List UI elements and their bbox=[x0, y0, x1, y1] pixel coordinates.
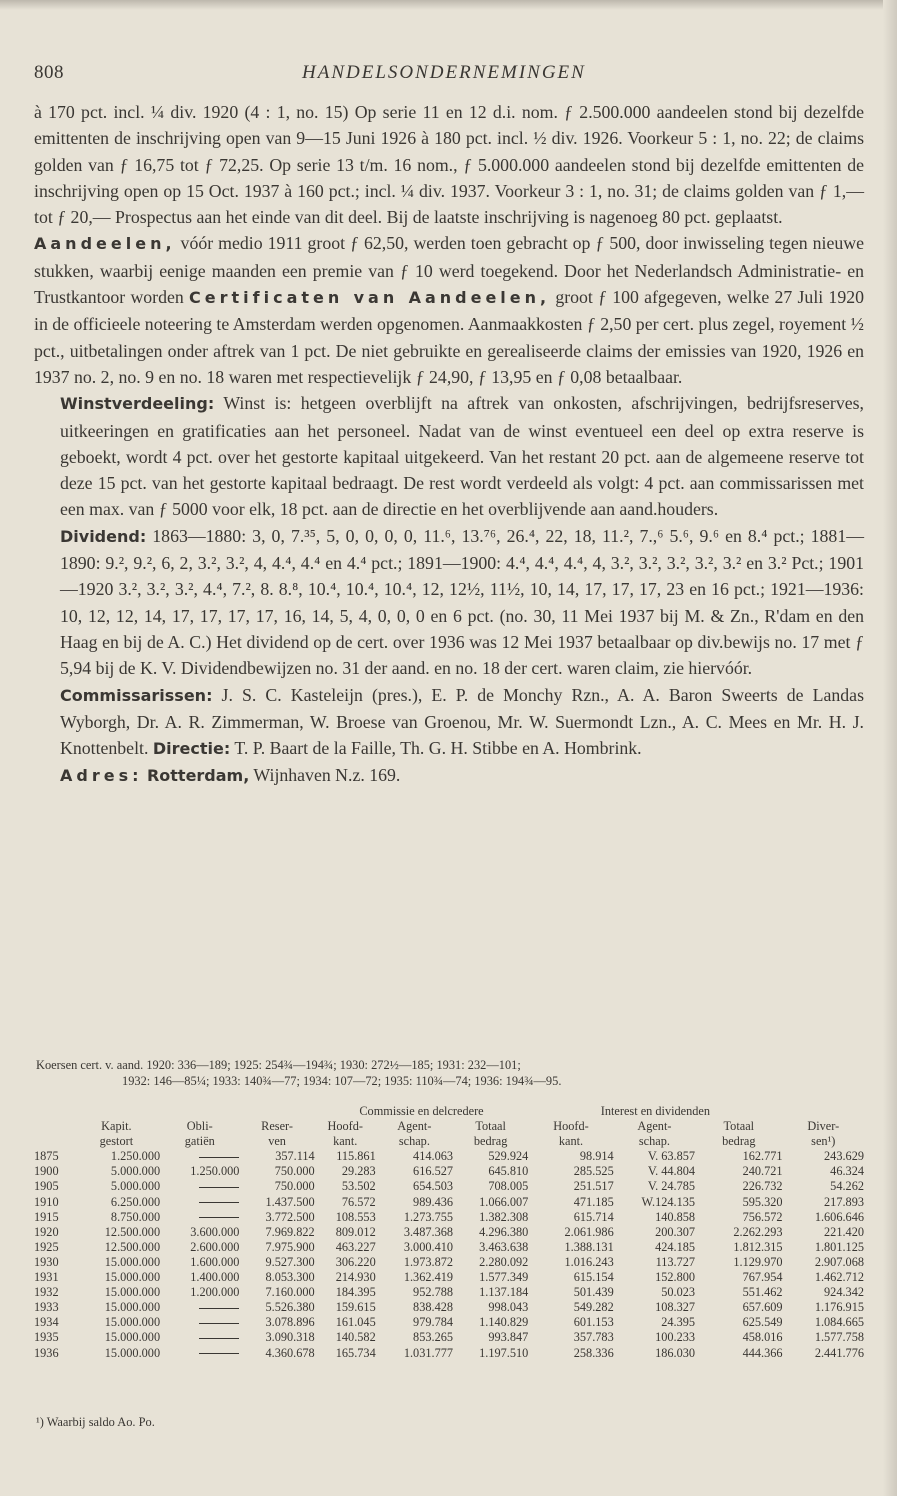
table-body bbox=[34, 1149, 864, 1360]
paragraph-emissions: à 170 pct. incl. ¼ div. 1920 (4 : 1, no. 15) Op serie 11 en 12 d.i. nom. ƒ 2.500.000 aandeelen stond bij dezelfde emittenten de inschrijving open van 9—15 Juni 1926 à 180 pct. incl. ½ div. 1926. Voorkeur 5 : 1, no. 22; de claims golden van ƒ 16,75 tot ƒ 72,25. Op serie 13 t/m. 16 nom., ƒ 5.000.000 aandeelen stond bij dezelfde emittenten de inschrijving open op 15 Oct. 1937 à 160 pct.; incl. ¼ div. 1937. Voorkeur 3 : 1, no. 31; de claims golden van ƒ 1,— tot ƒ 20,— Prospectus aan het einde van dit deel. Bij de laatste inschrijving is nagenoeg 80 pct. geplaatst. bbox=[34, 102, 864, 228]
table-cell: 654.503 bbox=[413, 1179, 454, 1194]
empty-dash bbox=[199, 1338, 239, 1339]
koersen-block bbox=[36, 1057, 856, 1089]
table-cell: 240.721 bbox=[742, 1164, 783, 1179]
group-commissie: Commissie en delcredere bbox=[359, 1104, 484, 1118]
table-cell: 1.016.243 bbox=[564, 1254, 614, 1269]
table-cell: 100.233 bbox=[655, 1330, 696, 1345]
table-cell: 979.784 bbox=[413, 1315, 454, 1330]
adres-label: Adres: bbox=[60, 766, 143, 786]
table-cell: 2.907.068 bbox=[814, 1254, 864, 1269]
table-cell: 357.783 bbox=[573, 1330, 614, 1345]
table-cell: 50.023 bbox=[661, 1285, 696, 1300]
paragraph-aandeelen bbox=[34, 230, 864, 390]
table-row bbox=[34, 1210, 864, 1225]
directie-text: T. P. Baart de la Faille, Th. G. H. Stibbe en A. Hombrink. bbox=[230, 738, 642, 759]
table-cell: 15.000.000 bbox=[104, 1315, 161, 1330]
year-cell: 1900 bbox=[34, 1164, 59, 1179]
table-cell: 595.320 bbox=[742, 1194, 783, 1209]
table-cell: V. 44.804 bbox=[647, 1164, 696, 1179]
table-row bbox=[34, 1255, 864, 1270]
certificaten-label: Certificaten van Aandeelen, bbox=[189, 288, 551, 308]
table-cell: 8.750.000 bbox=[110, 1209, 161, 1224]
table-cell: 98.914 bbox=[579, 1149, 614, 1164]
column-header: Reser- ven bbox=[261, 1119, 293, 1149]
column-header: Hoofd- kant. bbox=[553, 1119, 589, 1149]
table-cell: 708.005 bbox=[488, 1179, 529, 1194]
year-cell: 1933 bbox=[34, 1300, 59, 1315]
table-cell: 551.462 bbox=[742, 1285, 783, 1300]
paragraph-commissarissen bbox=[34, 682, 864, 763]
table-cell: 243.629 bbox=[824, 1149, 864, 1164]
table-cell: 1.388.131 bbox=[564, 1239, 614, 1254]
table-cell: 1.812.315 bbox=[733, 1239, 783, 1254]
table-cell: 217.893 bbox=[824, 1194, 864, 1209]
commissarissen-text: J. S. C. Kasteleijn (pres.), E. P. de Monchy Rzn., A. A. Baron Sweerts de Landas Wyborgh, Dr. A. R. Zimmerman, W. Broese van Groenou, Mr. W. Suermondt Lzn., A. C. Mees en Mr. H. J. Knottenbelt. bbox=[60, 684, 864, 759]
dividend-text: 1863—1880: 3, 0, 7.³⁵, 5, 0, 0, 0, 0, 11.⁶, 13.⁷⁶, 26.⁴, 22, 18, 11.², 7.,⁶ 5.⁶, 9.⁶ en 8.⁴ pct.; 1881—1890: 9.², 9.², 6, 2, 3.², 3.², 4, 4.⁴, 4.⁴ en 4.⁴ pct.; 1891—1900: 4.⁴, 4.⁴, 4.⁴, 4, 3.², 3.², 3.², 3.², 3.² en 3.² Pct.; 1901—1920 3.², 3.², 3.², 4.⁴, 7.², 8. 8.⁸, 10.⁴, 10.⁴, 10.⁴, 12, 12½, 11½, 10, 14, 17, 17, 17, 23 en 16 pct.; 1921—1936: 10, 12, 12, 14, 17, 17, 17, 17, 16, 14, 5, 4, 0, 0, 0 en 6 pct. (no. 30, 11 Mei 1937 bij M. & Zn., R'dam en den Haag en bij de A. C.) Het dividend op de cert. over 1936 was 12 Mei 1937 betaalbaar op div.bewijs no. 17 met ƒ 5,94 bij de K. V. Dividendbewijzen no. 31 der aand. en no. 18 der cert. waren claim, zie hiervóór. bbox=[60, 525, 864, 679]
table-row bbox=[34, 1195, 864, 1210]
table-cell: 1.129.970 bbox=[733, 1254, 783, 1269]
table-cell: 46.324 bbox=[830, 1164, 864, 1179]
table-cell: 184.395 bbox=[335, 1285, 376, 1300]
table-row bbox=[34, 1149, 864, 1164]
column-header: Totaal bedrag bbox=[722, 1119, 756, 1149]
table-cell: 3.463.638 bbox=[479, 1239, 529, 1254]
table-cell: 1.250.000 bbox=[110, 1149, 161, 1164]
year-cell: 1930 bbox=[34, 1254, 59, 1269]
empty-dash bbox=[199, 1217, 239, 1218]
empty-dash bbox=[199, 1308, 239, 1309]
table-cell: 756.572 bbox=[742, 1209, 783, 1224]
table-cell: 226.732 bbox=[742, 1179, 783, 1194]
table-cell: 463.227 bbox=[335, 1239, 376, 1254]
dividend-label: Dividend: bbox=[60, 526, 147, 546]
column-header: Agent- schap. bbox=[397, 1119, 432, 1149]
table-cell: 657.609 bbox=[742, 1300, 783, 1315]
table-cell: 4.296.380 bbox=[479, 1224, 529, 1239]
table-cell: 8.053.300 bbox=[265, 1270, 315, 1285]
table-cell: 616.527 bbox=[413, 1164, 454, 1179]
table-cell: V. 24.785 bbox=[647, 1179, 696, 1194]
table-cell: 221.420 bbox=[824, 1224, 864, 1239]
table-cell: 108.553 bbox=[335, 1209, 376, 1224]
table-cell: 1.577.758 bbox=[814, 1330, 864, 1345]
table-cell: 924.342 bbox=[824, 1285, 864, 1300]
table-cell: 458.016 bbox=[742, 1330, 783, 1345]
table-cell: 5.526.380 bbox=[265, 1300, 315, 1315]
table-cell: 357.114 bbox=[275, 1149, 315, 1164]
table-cell bbox=[160, 1149, 239, 1164]
commissarissen-label: Commissarissen: bbox=[60, 685, 213, 705]
table-cell: 152.800 bbox=[655, 1270, 696, 1285]
table-cell bbox=[160, 1179, 239, 1194]
table-cell: 1.176.915 bbox=[814, 1300, 864, 1315]
table-cell: 165.734 bbox=[335, 1345, 376, 1360]
table-cell: 251.517 bbox=[573, 1179, 614, 1194]
table-cell: 2.262.293 bbox=[733, 1224, 783, 1239]
table-head bbox=[34, 1104, 864, 1149]
table-cell: 159.615 bbox=[335, 1300, 376, 1315]
table-cell bbox=[160, 1346, 239, 1361]
table-cell: 3.487.368 bbox=[403, 1224, 454, 1239]
table-cell: 601.153 bbox=[573, 1315, 614, 1330]
table-cell: 258.336 bbox=[573, 1345, 614, 1360]
table-cell: 186.030 bbox=[655, 1345, 696, 1360]
year-cell: 1905 bbox=[34, 1179, 59, 1194]
adres-text: Wijnhaven N.z. 169. bbox=[249, 765, 401, 786]
table-cell: 3.000.410 bbox=[403, 1239, 454, 1254]
running-title: HANDELSONDERNEMINGEN bbox=[302, 62, 586, 83]
year-cell: 1931 bbox=[34, 1270, 59, 1285]
table-cell: 140.858 bbox=[655, 1209, 696, 1224]
table-cell: 1.031.777 bbox=[403, 1345, 454, 1360]
paragraph-winstverdeeling bbox=[34, 390, 864, 522]
financial-table bbox=[34, 1104, 864, 1361]
table-cell: 306.220 bbox=[335, 1254, 376, 1269]
scan-top-edge bbox=[0, 0, 897, 10]
table-cell: 444.366 bbox=[742, 1345, 783, 1360]
table-cell: 549.282 bbox=[573, 1300, 614, 1315]
table-row bbox=[34, 1164, 864, 1179]
table-cell bbox=[160, 1195, 239, 1210]
table-cell: 998.043 bbox=[488, 1300, 529, 1315]
year-cell: 1925 bbox=[34, 1239, 59, 1254]
year-cell: 1935 bbox=[34, 1330, 59, 1345]
table-cell: 1.084.665 bbox=[814, 1315, 864, 1330]
table-cell: V. 63.857 bbox=[647, 1149, 696, 1164]
table-cell: 108.327 bbox=[655, 1300, 696, 1315]
column-header: Diver- sen¹) bbox=[807, 1119, 840, 1149]
table-cell: 615.714 bbox=[573, 1209, 614, 1224]
table-cell: 1.200.000 bbox=[190, 1285, 240, 1300]
table-cell: 54.262 bbox=[830, 1179, 864, 1194]
table-cell: 7.160.000 bbox=[265, 1285, 315, 1300]
table-cell: 2.600.000 bbox=[190, 1239, 240, 1254]
table-cell: 1.600.000 bbox=[190, 1254, 240, 1269]
page-header bbox=[34, 62, 864, 88]
table-cell bbox=[160, 1210, 239, 1225]
table-cell: 1.801.125 bbox=[814, 1239, 864, 1254]
table-row bbox=[34, 1300, 864, 1315]
table-cell: 29.283 bbox=[341, 1164, 376, 1179]
winst-label: Winstverdeeling: bbox=[60, 394, 215, 414]
table-cell: 952.788 bbox=[413, 1285, 454, 1300]
empty-dash bbox=[199, 1353, 239, 1354]
year-cell: 1915 bbox=[34, 1209, 59, 1224]
table-cell: 285.525 bbox=[573, 1164, 614, 1179]
directie-label: Directie: bbox=[152, 739, 231, 759]
empty-dash bbox=[199, 1323, 239, 1324]
table-cell: 15.000.000 bbox=[104, 1345, 161, 1360]
table-cell: 989.436 bbox=[413, 1194, 454, 1209]
column-header: Hoofd- kant. bbox=[327, 1119, 363, 1149]
table-cell bbox=[160, 1300, 239, 1315]
table-cell: 1.273.755 bbox=[403, 1209, 454, 1224]
table-cell: 1.250.000 bbox=[190, 1164, 240, 1179]
table-cell: 750.000 bbox=[274, 1179, 315, 1194]
table-cell: 7.975.900 bbox=[265, 1239, 315, 1254]
table-cell: 424.185 bbox=[655, 1239, 696, 1254]
table-cell: 1.462.712 bbox=[814, 1270, 864, 1285]
year-cell: 1934 bbox=[34, 1315, 59, 1330]
column-header: Obli- gatiën bbox=[184, 1119, 215, 1149]
footnote: ¹) Waarbij saldo Ao. Po. bbox=[36, 1415, 155, 1429]
table-cell: 4.360.678 bbox=[265, 1345, 315, 1360]
table-cell: 2.441.776 bbox=[814, 1345, 864, 1360]
table-cell: 1.382.308 bbox=[479, 1209, 529, 1224]
table-cell: 214.930 bbox=[335, 1270, 376, 1285]
table-cell: 1.973.872 bbox=[403, 1254, 454, 1269]
table-row bbox=[34, 1179, 864, 1194]
empty-dash bbox=[199, 1157, 239, 1158]
table-cell: 15.000.000 bbox=[104, 1254, 161, 1269]
table-cell: 6.250.000 bbox=[110, 1194, 161, 1209]
table-cell: 3.090.318 bbox=[265, 1330, 315, 1345]
koersen-line-2: 1932: 146—85¼; 1933: 140¾—77; 1934: 107—72; 1935: 110¾—74; 1936: 194¾—95. bbox=[122, 1074, 562, 1088]
aandeelen-text-b: groot ƒ 100 afgegeven, welke 27 Juli 1920 in de officieele noteering te Amsterdam werden opgenomen. Aanmaakkosten ƒ 2,50 per cert. plus zegel, royement ½ pct., uitbetalingen onder aftrek van 1 pct. De niet gebruikte en gerealiseerde claims der emissies van 1920, 1926 en 1937 no. 2, no. 9 en no. 18 waren met respectievelijk ƒ 24,90, ƒ 13,95 en ƒ 0,08 betaalbaar. bbox=[34, 287, 864, 387]
table-cell: 809.012 bbox=[335, 1224, 376, 1239]
table-cell: 113.727 bbox=[655, 1254, 696, 1269]
koersen-line-1: Koersen cert. v. aand. 1920: 336—189; 1925: 254¾—194¾; 1930: 272½—185; 1931: 232—101; bbox=[36, 1058, 521, 1072]
table-cell: 5.000.000 bbox=[110, 1164, 161, 1179]
table-cell: 1.066.007 bbox=[479, 1194, 529, 1209]
table-cell: 24.395 bbox=[661, 1315, 696, 1330]
table-row bbox=[34, 1330, 864, 1345]
table-cell: 645.810 bbox=[488, 1164, 529, 1179]
table-cell: 1.140.829 bbox=[479, 1315, 529, 1330]
table-cell: 993.847 bbox=[488, 1330, 529, 1345]
table-cell: 162.771 bbox=[742, 1149, 783, 1164]
table-cell: 750.000 bbox=[274, 1164, 315, 1179]
table-cell: 414.063 bbox=[413, 1149, 454, 1164]
table-cell: 1.197.510 bbox=[479, 1345, 529, 1360]
year-cell: 1875 bbox=[34, 1149, 59, 1164]
table-cell: 53.502 bbox=[341, 1179, 376, 1194]
group-interest: Interest en dividenden bbox=[600, 1104, 711, 1118]
table-cell: W.124.135 bbox=[641, 1194, 696, 1209]
aandeelen-text-a: vóór medio 1911 groot ƒ 62,50, werden toen gebracht op ƒ 500, door inwisseling tegen nieuwe stukken, waarbij eenige maanden een premie van ƒ 10 werd toegekend. Door het Nederlandsch Administratie- en Trustkantoor worden bbox=[34, 233, 864, 308]
table-cell: 76.572 bbox=[341, 1194, 376, 1209]
table-cell: 529.924 bbox=[488, 1149, 529, 1164]
table-cell: 2.280.092 bbox=[479, 1254, 529, 1269]
year-cell: 1910 bbox=[34, 1194, 59, 1209]
table-cell: 161.045 bbox=[335, 1315, 376, 1330]
table-cell: 838.428 bbox=[413, 1300, 454, 1315]
table-cell: 15.000.000 bbox=[104, 1300, 161, 1315]
winst-text: Winst is: hetgeen overblijft na aftrek van onkosten, afschrijvingen, bedrijfsreserves, uitkeeringen en gratificaties aan het personeel. Nadat van de winst eventueel een deel op extra reserve is geboekt, wordt 4 pct. over het gestorte kapitaal uitgekeerd. Van het restant 20 pct. aan de algemeene reserve tot deze 15 pct. van het gestorte kapitaal bedraagt. De rest wordt verdeeld als volgt: 4 pct. aan commissarissen met een max. van ƒ 5000 voor elk, 18 pct. aan de directie en het overblijvende aan aand.houders. bbox=[60, 393, 864, 520]
table-cell: 853.265 bbox=[413, 1330, 454, 1345]
table-row bbox=[34, 1225, 864, 1240]
table-cell: 3.078.896 bbox=[265, 1315, 315, 1330]
paragraph-adres bbox=[34, 762, 864, 789]
table-cell bbox=[160, 1315, 239, 1330]
column-header: Kapit. gestort bbox=[99, 1119, 134, 1149]
table-row bbox=[34, 1270, 864, 1285]
table-row bbox=[34, 1285, 864, 1300]
table-cell: 1.606.646 bbox=[814, 1209, 864, 1224]
year-cell: 1932 bbox=[34, 1285, 59, 1300]
table-cell: 15.000.000 bbox=[104, 1270, 161, 1285]
table-cell: 767.954 bbox=[742, 1270, 783, 1285]
table-cell bbox=[160, 1330, 239, 1345]
table-cell: 471.185 bbox=[573, 1194, 614, 1209]
table-cell: 1.437.500 bbox=[265, 1194, 315, 1209]
year-cell: 1920 bbox=[34, 1224, 59, 1239]
column-header: Totaal bedrag bbox=[473, 1119, 508, 1149]
table-row bbox=[34, 1315, 864, 1330]
aandeelen-label: Aandeelen, bbox=[34, 234, 176, 254]
table-cell: 1.362.419 bbox=[403, 1270, 454, 1285]
table-cell: 5.000.000 bbox=[110, 1179, 161, 1194]
table-cell: 12.500.000 bbox=[104, 1239, 161, 1254]
table-cell: 3.600.000 bbox=[190, 1224, 240, 1239]
page-number: 808 bbox=[34, 62, 64, 83]
table-cell: 625.549 bbox=[742, 1315, 783, 1330]
table-cell: 15.000.000 bbox=[104, 1330, 161, 1345]
table-cell: 15.000.000 bbox=[104, 1285, 161, 1300]
table-cell: 9.527.300 bbox=[265, 1254, 315, 1269]
table-cell: 1.577.349 bbox=[479, 1270, 529, 1285]
column-header: Agent- schap. bbox=[637, 1119, 672, 1149]
table-cell: 7.969.822 bbox=[265, 1224, 315, 1239]
empty-dash bbox=[199, 1202, 239, 1203]
table-row bbox=[34, 1240, 864, 1255]
table-header-row bbox=[34, 1119, 864, 1149]
table-cell: 12.500.000 bbox=[104, 1224, 161, 1239]
table-cell: 1.400.000 bbox=[190, 1270, 240, 1285]
paragraph-dividend bbox=[34, 523, 864, 682]
scan-right-edge bbox=[883, 0, 897, 1496]
table-cell: 615.154 bbox=[573, 1270, 614, 1285]
adres-city: Rotterdam, bbox=[146, 766, 250, 786]
table-cell: 115.861 bbox=[336, 1149, 376, 1164]
table-cell: 2.061.986 bbox=[564, 1224, 614, 1239]
table-cell: 501.439 bbox=[573, 1285, 614, 1300]
table-row bbox=[34, 1346, 864, 1361]
table-cell: 140.582 bbox=[335, 1330, 376, 1345]
table-group-row bbox=[34, 1104, 864, 1119]
year-cell: 1936 bbox=[34, 1345, 59, 1360]
empty-dash bbox=[199, 1187, 239, 1188]
page-body bbox=[34, 99, 864, 790]
column-header bbox=[34, 1119, 73, 1149]
table-cell: 200.307 bbox=[655, 1224, 696, 1239]
table-cell: 3.772.500 bbox=[265, 1209, 315, 1224]
table-cell: 1.137.184 bbox=[479, 1285, 529, 1300]
